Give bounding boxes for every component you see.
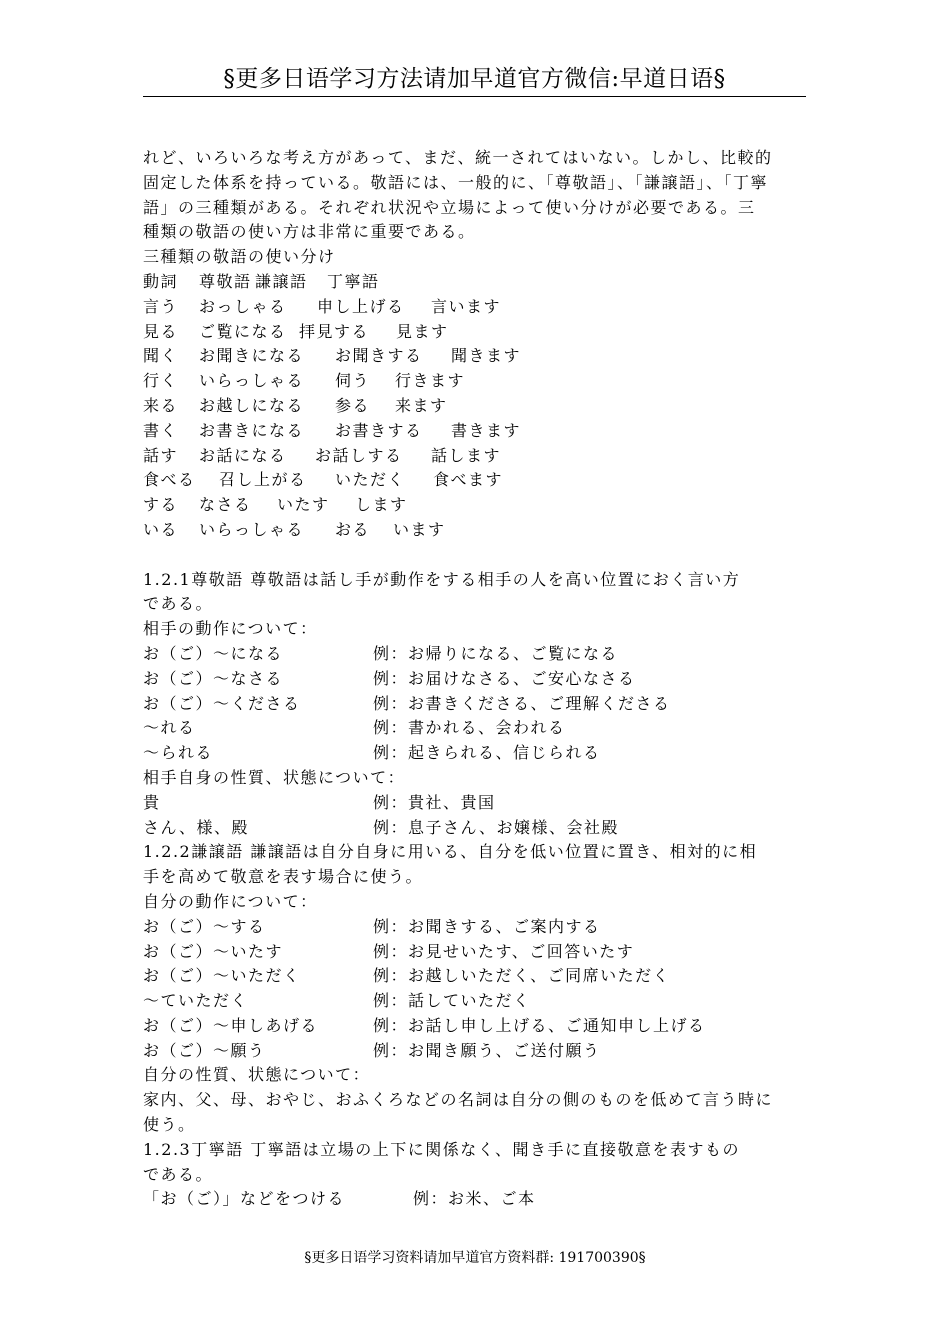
- section-122-subheading: 自分の動作について：: [143, 891, 318, 911]
- example-row: [143, 989, 813, 1014]
- section-122-line: 手を高めて敬意を表す場合に使う。: [143, 867, 424, 887]
- example: 例：お聞き願う、ご送付願う: [373, 1040, 601, 1060]
- table-cell: 行く: [143, 371, 179, 391]
- table-title: 三種類の敬語の使い分け: [143, 247, 336, 267]
- table-cell: 言います: [431, 296, 502, 316]
- pattern: さん、様、殿: [143, 817, 249, 837]
- table-row: [143, 295, 813, 320]
- table-header-row: [143, 270, 813, 295]
- table-cell: 参る: [335, 395, 371, 415]
- table-cell: 申し上げる: [317, 296, 405, 316]
- table-row: [143, 369, 813, 394]
- example-row: [143, 667, 813, 692]
- table-row: [143, 320, 813, 345]
- table-cell: お越しになる: [199, 395, 305, 415]
- section-122-line: 家内、父、母、おやじ、おふくろなどの名詞は自分の側のものを低めて言う時に: [143, 1090, 774, 1110]
- table-cell: 見る: [143, 321, 179, 341]
- section-122-line: 1.2.2謙譲語 謙譲語は自分自身に用いる、自分を低い位置に置き、相対的に相: [143, 842, 758, 862]
- example: 例：お聞きする、ご案内する: [373, 916, 601, 936]
- table-cell: お話しする: [315, 445, 403, 465]
- intro-line: 固定した体系を持っている。敬語には、一般的に、「尊敬語」、「謙譲語」、「丁寧: [143, 172, 769, 192]
- table-cell: 話す: [143, 445, 179, 465]
- table-row: [143, 468, 813, 493]
- pattern: お（ご）～申しあげる: [143, 1015, 319, 1035]
- table-cell: 聞く: [143, 346, 179, 366]
- example-row: [143, 741, 813, 766]
- example-row: [143, 716, 813, 741]
- spacer: [143, 543, 813, 568]
- pattern: ～れる: [143, 718, 196, 738]
- example: 例：お帰りになる、ご覧になる: [373, 643, 619, 663]
- table-cell: 召し上がる: [219, 470, 307, 490]
- table-cell: 食べる: [143, 470, 196, 490]
- section-121-subheading: 相手の動作について：: [143, 619, 318, 639]
- table-cell: 来る: [143, 395, 179, 415]
- intro-line: れど、いろいろな考え方があって、まだ、統一されてはいない。しかし、比較的: [143, 148, 773, 167]
- table-cell: 言う: [143, 296, 179, 316]
- example-row: [143, 816, 813, 841]
- table-cell: いる: [143, 519, 179, 539]
- table-cell: お聞きする: [335, 346, 423, 366]
- example-row: [143, 1039, 813, 1064]
- table-cell: 聞きます: [451, 346, 522, 366]
- table-row: [143, 518, 813, 543]
- table-cell: 書く: [143, 420, 179, 440]
- page-header: §更多日语学习方法请加早道官方微信:早道日语§: [143, 62, 806, 97]
- table-row: [143, 444, 813, 469]
- table-cell: 行きます: [395, 371, 466, 391]
- table-cell: 話します: [431, 445, 502, 465]
- example-row: [143, 642, 813, 667]
- table-cell: お書きになる: [199, 420, 305, 440]
- example-row: [143, 1014, 813, 1039]
- section-121-line: である。: [143, 594, 214, 614]
- pattern: 「お（ご）」などをつける: [143, 1189, 346, 1209]
- example: 例：息子さん、お嬢様、会社殿: [373, 817, 619, 837]
- table-cell: いらっしゃる: [199, 519, 305, 539]
- example: 例：お届けなさる、ご安心なさる: [373, 668, 636, 688]
- section-121-subheading: 相手自身の性質、状態について：: [143, 767, 406, 787]
- table-header: 動詞: [143, 271, 179, 291]
- table-row: [143, 344, 813, 369]
- table-cell: お書きする: [335, 420, 423, 440]
- pattern: ～られる: [143, 743, 214, 763]
- example-row: [143, 1187, 813, 1212]
- example: 例：お書きくださる、ご理解くださる: [373, 693, 671, 713]
- section-123-line: である。: [143, 1164, 214, 1184]
- example: 例：起きられる、信じられる: [373, 743, 601, 763]
- table-cell: する: [143, 495, 179, 515]
- pattern: お（ご）～する: [143, 916, 266, 936]
- document-body: [143, 146, 813, 1212]
- example-row: [143, 692, 813, 717]
- example: 例：お米、ご本: [413, 1189, 536, 1209]
- pattern: ～ていただく: [143, 991, 249, 1011]
- table-cell: いたす: [277, 495, 330, 515]
- pattern: お（ご）～いたす: [143, 941, 284, 961]
- example-row: [143, 964, 813, 989]
- example-row: [143, 791, 813, 816]
- table-header: 謙譲語: [255, 271, 308, 291]
- section-123-line: 1.2.3丁寧語 丁寧語は立場の上下に関係なく、聞き手に直接敬意を表すもの: [143, 1139, 740, 1159]
- table-cell: 書きます: [451, 420, 522, 440]
- table-cell: 食べます: [433, 470, 504, 490]
- section-121-line: 1.2.1尊敬語 尊敬語は話し手が動作をする相手の人を高い位置におく言い方: [143, 569, 741, 589]
- example: 例：書かれる、会われる: [373, 718, 566, 738]
- pattern: お（ご）～なさる: [143, 668, 284, 688]
- table-cell: お聞きになる: [199, 346, 305, 366]
- page-footer: §更多日语学习资料请加早道官方资料群: 191700390§: [304, 1250, 646, 1266]
- table-cell: 来ます: [395, 395, 448, 415]
- example: 例：貴社、貴国: [373, 792, 496, 812]
- section-122-line: 使う。: [143, 1115, 196, 1135]
- table-cell: なさる: [199, 495, 252, 515]
- table-cell: いただく: [335, 470, 406, 490]
- example: 例：話していただく: [373, 991, 531, 1011]
- example: 例：お話し申し上げる、ご通知申し上げる: [373, 1015, 706, 1035]
- table-header: 丁寧語: [327, 271, 380, 291]
- intro-line: 種類の敬語の使い方は非常に重要である。: [143, 222, 476, 242]
- example: 例：お越しいただく、ご同席いただく: [373, 966, 671, 986]
- example: 例：お見せいたす、ご回答いたす: [373, 941, 635, 961]
- table-row: [143, 493, 813, 518]
- table-row: [143, 394, 813, 419]
- example-row: [143, 915, 813, 940]
- table-cell: 見ます: [396, 321, 449, 341]
- example-row: [143, 940, 813, 965]
- table-cell: します: [355, 495, 408, 515]
- intro-line: 語」の三種類がある。それぞれ状況や立場によって使い分けが必要である。三: [143, 197, 756, 217]
- table-cell: 拝見する: [299, 321, 370, 341]
- table-cell: いらっしゃる: [199, 371, 305, 391]
- pattern: 貴: [143, 792, 161, 812]
- table-cell: おる: [335, 519, 371, 539]
- pattern: お（ご）～くださる: [143, 693, 301, 713]
- table-cell: 伺う: [335, 371, 371, 391]
- table-header: 尊敬語: [199, 271, 252, 291]
- table-cell: ご覧になる: [199, 321, 287, 341]
- table-cell: お話になる: [199, 445, 287, 465]
- table-cell: おっしゃる: [199, 296, 287, 316]
- pattern: お（ご）～になる: [143, 643, 284, 663]
- table-cell: います: [393, 519, 446, 539]
- table-row: [143, 419, 813, 444]
- pattern: お（ご）～願う: [143, 1040, 266, 1060]
- section-122-subheading: 自分の性質、状態について：: [143, 1065, 371, 1085]
- pattern: お（ご）～いただく: [143, 966, 301, 986]
